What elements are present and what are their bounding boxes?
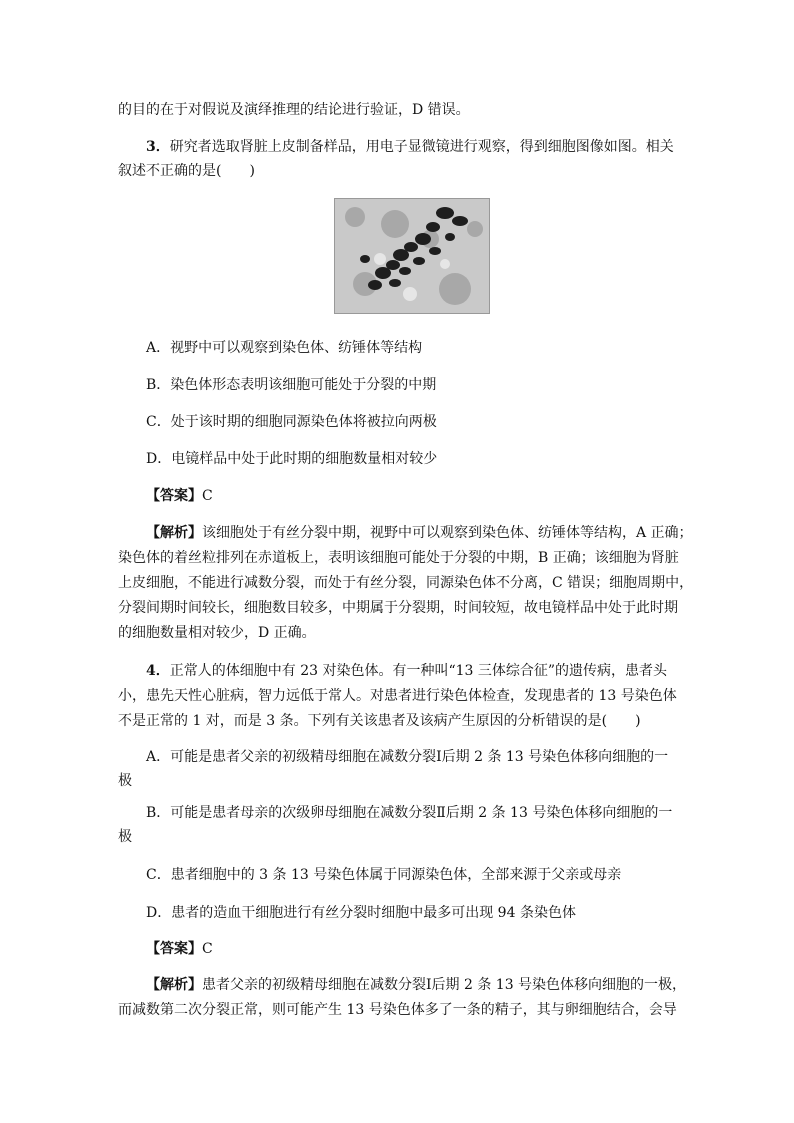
q4-option-b-line2: 极 (118, 829, 132, 845)
q3-analysis-line1: 【解析】该细胞处于有丝分裂中期，视野中可以观察到染色体、纺锤体等结构，A 正确； (146, 525, 693, 541)
q3-option-d: D．电镜样品中处于此时期的细胞数量相对较少 (146, 451, 438, 467)
q3-analysis-line5: 的细胞数量相对较少，D 正确。 (118, 625, 316, 641)
q4-option-d: D．患者的造血干细胞进行有丝分裂时细胞中最多可出现 94 条染色体 (146, 905, 576, 921)
q3-option-a: A．视野中可以观察到染色体、纺锤体等结构 (146, 340, 423, 356)
micrograph-image (335, 199, 489, 313)
q3-stem-line2: 叙述不正确的是( ) (118, 163, 255, 179)
q3-option-b: B．染色体形态表明该细胞可能处于分裂的中期 (146, 377, 437, 393)
q4-stem-line3: 不是正常的 1 对，而是 3 条。下列有关该患者及该病产生原因的分析错误的是( ) (118, 713, 641, 729)
q3-analysis-line4: 分裂间期时间较长，细胞数目较多，中期属于分裂期，时间较短，故电镜样品中处于此时期 (118, 600, 678, 616)
q4-option-c: C．患者细胞中的 3 条 13 号染色体属于同源染色体，全部来源于父亲或母亲 (146, 867, 622, 883)
q4-analysis-line2: 而减数第二次分裂正常，则可能产生 13 号染色体多了一条的精子，其与卵细胞结合，会导 (118, 1002, 677, 1018)
q3-analysis-line3: 上皮细胞，不能进行减数分裂，而处于有丝分裂，同源染色体不分离，C 错误；细胞周期中， (118, 575, 694, 591)
intro-text: 的目的在于对假说及演绎推理的结论进行验证，D 错误。 (118, 102, 470, 118)
q4-stem-line1: 4．正常人的体细胞中有 23 对染色体。有一种叫“13 三体综合征”的遗传病，患者头 (146, 663, 668, 679)
q3-answer: 【答案】C (146, 488, 213, 504)
q3-option-c: C．处于该时期的细胞同源染色体将被拉向两极 (146, 414, 437, 430)
cell-micrograph (334, 198, 490, 314)
q3-number: 3． (146, 139, 170, 155)
q3-analysis-line2: 染色体的着丝粒排列在赤道板上，表明该细胞可能处于分裂的中期，B 正确；该细胞为肾脏 (118, 550, 679, 566)
q4-answer: 【答案】C (146, 941, 213, 957)
q4-option-b-line1: B．可能是患者母亲的次级卵母细胞在减数分裂Ⅱ后期 2 条 13 号染色体移向细胞的一 (146, 805, 673, 821)
q4-option-a-line2: 极 (118, 773, 132, 789)
q3-stem-line1: 3．研究者选取肾脏上皮制备样品，用电子显微镜进行观察，得到细胞图像如图。相关 (146, 139, 674, 155)
q4-stem-line2: 小，患先天性心脏病，智力远低于常人。对患者进行染色体检查，发现患者的 13 号染色体 (118, 688, 677, 704)
q4-analysis-line1: 【解析】患者父亲的初级精母细胞在减数分裂Ⅰ后期 2 条 13 号染色体移向细胞的一极， (146, 977, 687, 993)
q4-number: 4． (146, 663, 170, 679)
q4-option-a-line1: A．可能是患者父亲的初级精母细胞在减数分裂Ⅰ后期 2 条 13 号染色体移向细胞的一 (146, 749, 669, 765)
